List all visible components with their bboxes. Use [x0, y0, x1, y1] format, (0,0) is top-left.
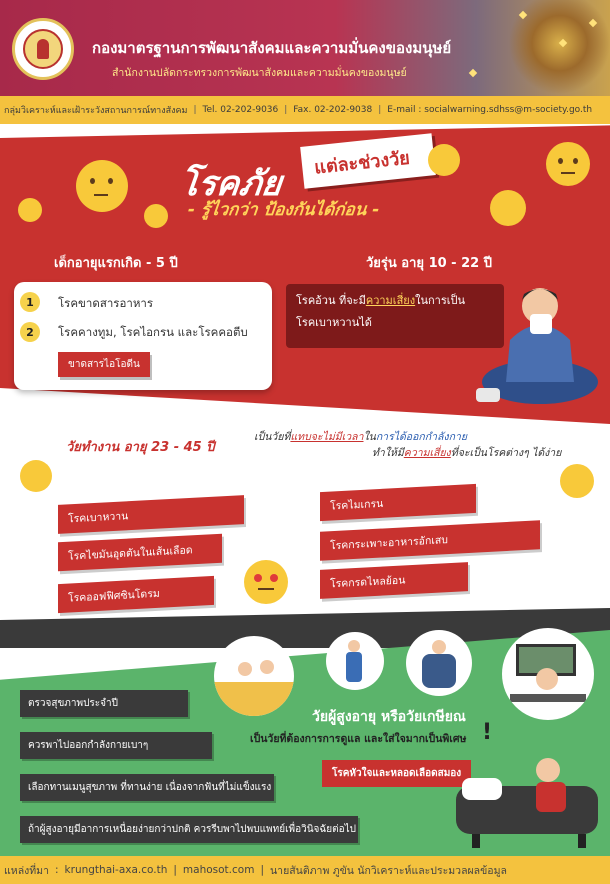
- work-disease-chip: โรคไมเกรน: [320, 484, 476, 521]
- source-label: แหล่งที่มา: [4, 864, 49, 877]
- child-disease-item: โรคคางทูม, โรคไอกรน และโรคคอตีบ: [58, 325, 248, 339]
- separator: |: [173, 864, 177, 876]
- org-title: กองมาตรฐานการพัฒนาสังคมและความมั่นคงของมนุษย์: [92, 39, 452, 57]
- sick-adult-illustration: [406, 630, 472, 696]
- smirk-emoji-icon: [18, 198, 42, 222]
- confounded-emoji-icon: [490, 190, 526, 226]
- statue-image: [484, 0, 610, 96]
- source-link-1[interactable]: krungthai-axa.co.th: [64, 864, 168, 876]
- work-disease-chip: โรคเบาหวาน: [58, 495, 244, 534]
- work-description-line1: เป็นวัยที่แทบจะไม่มีเวลาในการได้ออกกำลังกาย: [254, 431, 467, 443]
- angry-emoji-icon: [20, 460, 52, 492]
- dept-name: กลุ่มวิเคราะห์และเฝ้าระวังสถานการณ์ทางสังคม: [4, 106, 188, 116]
- work-heading: วัยทำงาน อายุ 23 - 45 ปี: [66, 440, 215, 455]
- advice-heading: ข้อควรทำ: [70, 656, 126, 671]
- exclamation-icon: !: [482, 720, 493, 745]
- couple-illustration: [214, 636, 294, 716]
- source-link-2[interactable]: mahosot.com: [182, 864, 255, 876]
- ministry-logo: [12, 18, 74, 80]
- elder-heading: วัยผู้สูงอายุ หรือวัยเกษียณ: [312, 709, 466, 725]
- weary-emoji-icon: [560, 464, 594, 498]
- child-heading: เด็กอายุแรกเกิด - 5 ปี: [54, 256, 178, 271]
- poster-title: โรคภัย: [177, 164, 284, 204]
- elder-description: เป็นวัยที่ต้องการการดูแล และใส่ใจมากเป็นพิเศษ: [250, 733, 467, 745]
- separator: |: [260, 864, 264, 876]
- work-disease-chip: โรคออฟฟิศซินโดรม: [58, 576, 214, 613]
- desk-worker-illustration: [502, 628, 594, 720]
- title-badge-text: แต่ละช่วงวัย: [313, 147, 411, 179]
- credit-text: นายสันติภาพ ภูขัน นักวิเคราะห์และประมวลผลข้อมูล: [270, 864, 507, 877]
- teen-text-b: ในการเป็น: [415, 294, 466, 307]
- number-badge: 1: [20, 292, 40, 312]
- separator: |: [193, 105, 197, 115]
- sick-emoji-icon: [76, 160, 128, 212]
- crying-emoji-icon: [144, 204, 168, 228]
- teen-heading: วัยรุ่น อายุ 10 - 22 ปี: [366, 256, 492, 271]
- tel-number: Tel. 02-202-9036: [202, 105, 279, 115]
- sick-teen-illustration: [470, 270, 598, 410]
- child-disease-item: โรคขาดสารอาหาร: [58, 296, 154, 310]
- work-disease-chip: โรคกระเพาะอาหารอักเสบ: [320, 520, 540, 561]
- iodine-chip: ขาดสารไอโอดีน: [58, 352, 150, 377]
- elder-in-bed-illustration: [452, 740, 602, 852]
- teen-text-c: โรคเบาหวานได้: [296, 316, 372, 329]
- contact-bar: [0, 96, 610, 124]
- advice-item: ควรพาไปออกกำลังกายเบาๆ: [20, 732, 212, 759]
- work-disease-chip: โรคกรดไหลย้อน: [320, 562, 468, 599]
- separator: :: [55, 864, 59, 876]
- separator: |: [378, 105, 382, 115]
- tired-emoji-icon: [428, 144, 460, 176]
- number-badge: 2: [20, 322, 40, 342]
- poster-subtitle: - รู้ไวกว่า ป้องกันได้ก่อน -: [186, 200, 381, 220]
- teen-risk-highlight: ความเสี่ยง: [365, 294, 416, 307]
- footer-sources: [0, 856, 610, 884]
- advice-item: ตรวจสุขภาพประจำปี: [20, 690, 188, 717]
- org-subtitle: สำนักงานปลัดกระทรวงการพัฒนาสังคมและความมั่นคงของมนุษย์: [112, 67, 407, 79]
- heart-disease-chip: โรคหัวใจและหลอดเลือดสมอง: [322, 760, 471, 787]
- anxious-emoji-icon: [546, 142, 590, 186]
- separator: |: [284, 105, 288, 115]
- work-description-line2: ทำให้มีความเสี่ยงที่จะเป็นโรคต่างๆ ได้ง่าย: [372, 447, 562, 459]
- advice-item: ถ้าผู้สูงอายุมีอาการเหนื่อยง่ายกว่าปกติ ควรรีบพาไปพบแพทย์เพื่อวินิจฉัยต่อไป: [20, 816, 358, 843]
- email-address: E-mail : socialwarning.sdhss@m-society.go.th: [387, 105, 593, 115]
- walking-person-illustration: [326, 632, 384, 690]
- work-disease-chip: โรคไขมันอุดตันในเส้นเลือด: [58, 534, 222, 572]
- teen-text-a: โรคอ้วน ที่จะมี: [296, 294, 366, 307]
- heart-eyes-emoji-icon: [244, 560, 288, 604]
- fax-number: Fax. 02-202-9038: [293, 105, 373, 115]
- advice-item: เลือกทานเมนูสุขภาพ ที่ทานง่าย เนื่องจากฟันที่ไม่แข็งแรง: [20, 774, 274, 801]
